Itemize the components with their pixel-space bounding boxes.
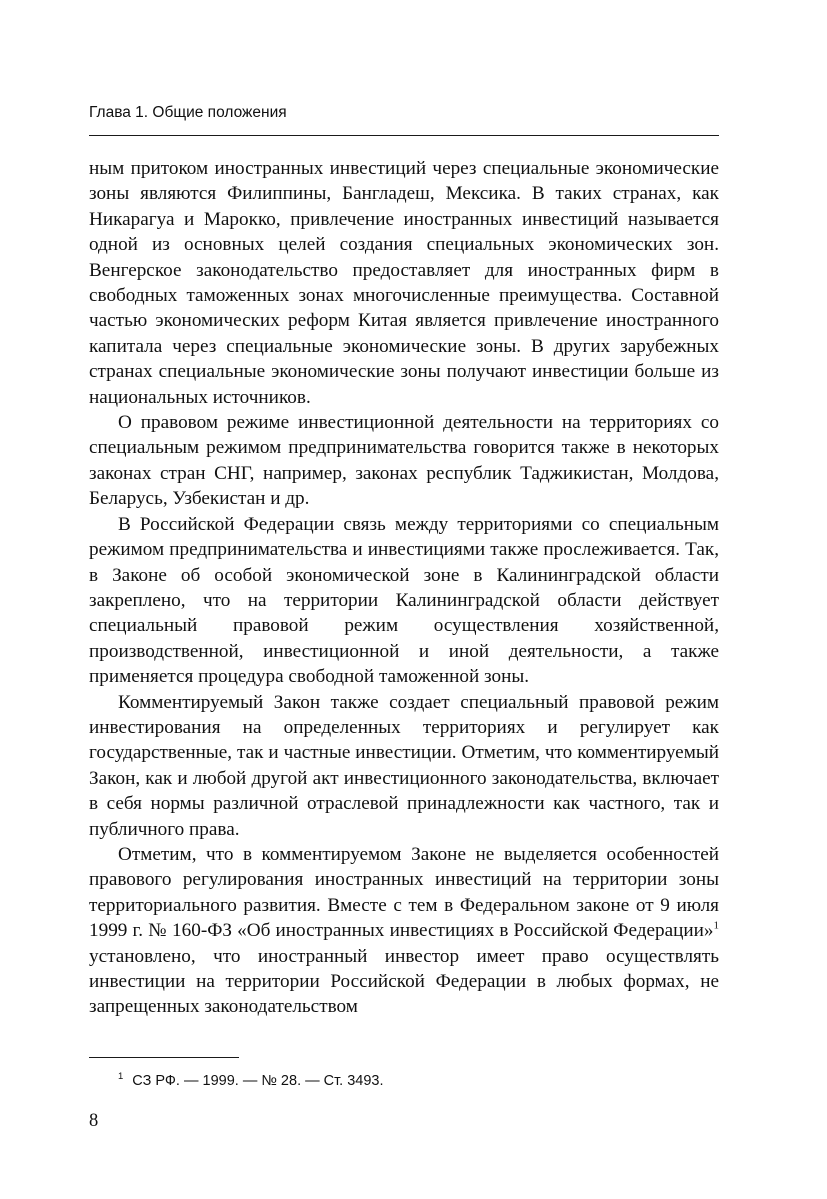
footnote-reference[interactable]: 1	[713, 919, 719, 932]
page-number: 8	[89, 1111, 99, 1131]
paragraph-3: В Российской Федерации связь между территориями со специальным режимом предпринимательства и инвестициями также прослеживается. Так, в Законе об особой экономической зоне в Калининградской области закреплено, что на территории Калининградской области действует специальный правовой режим осуществления хозяйственной, производственной, инвестиционной и иной деятельности, а также применяется процедура свободной таможенной зоны.	[89, 513, 719, 688]
paragraph-5	[89, 842, 719, 1020]
footnote	[118, 1072, 384, 1090]
paragraph-2: О правовом режиме инвестиционной деятельности на территориях со специальным режимом предпринимательства говорится также в некоторых законах стран СНГ, например, законах республик Таджикистан, Молдова, Беларусь, Узбекистан и др.	[89, 412, 719, 510]
running-head: Глава 1. Общие положения	[89, 104, 287, 121]
paragraph-4: Комментируемый Закон также создает специальный правовой режим инвестирования на определенных территориях и регулирует как государственные, так и частные инвестиции. Отметим, что комментируемый Закон, как и любой другой акт инвестиционного законодательства, включает в себя нормы различной отраслевой принадлежности как частного, так и публичного права.	[89, 691, 719, 840]
footnote-text: СЗ РФ. — 1999. — № 28. — Ст. 3493.	[132, 1073, 384, 1089]
paragraph-1: ным притоком иностранных инвестиций через специальные экономические зоны являются Филиппины, Бангладеш, Мексика. В таких странах, как Никарагуа и Марокко, привлечение иностранных инвестиций называется одной из основных целей создания специальных экономических зон. Венгерское законодательство предоставляет для иностранных фирм в свободных таможенных зонах многочисленные преимущества. Составной частью экономических реформ Китая является привлечение иностранного капитала через специальные экономические зоны. В других зарубежных странах специальные экономические зоны получают инвестиции больше из национальных источников.	[89, 158, 719, 408]
paragraph-5-text-end: установлено, что иностранный инвестор имеет право осуществлять инвестиции на территории Российской Федерации в любых формах, не запрещенных законодательством	[89, 945, 719, 1018]
paragraph-5-text-start: Отметим, что в комментируемом Законе не выделяется особенностей правового регулирования иностранных инвестиций на территории зоны территориального развития. Вместе с тем в Федеральном законе от 9 июля 1999 г. № 160-ФЗ «Об иностранных инвестициях в Российской Федерации»	[89, 843, 719, 942]
footnote-divider	[89, 1057, 239, 1058]
header-divider	[89, 135, 719, 136]
main-text	[89, 156, 719, 1020]
footnote-number: 1	[118, 1071, 124, 1083]
